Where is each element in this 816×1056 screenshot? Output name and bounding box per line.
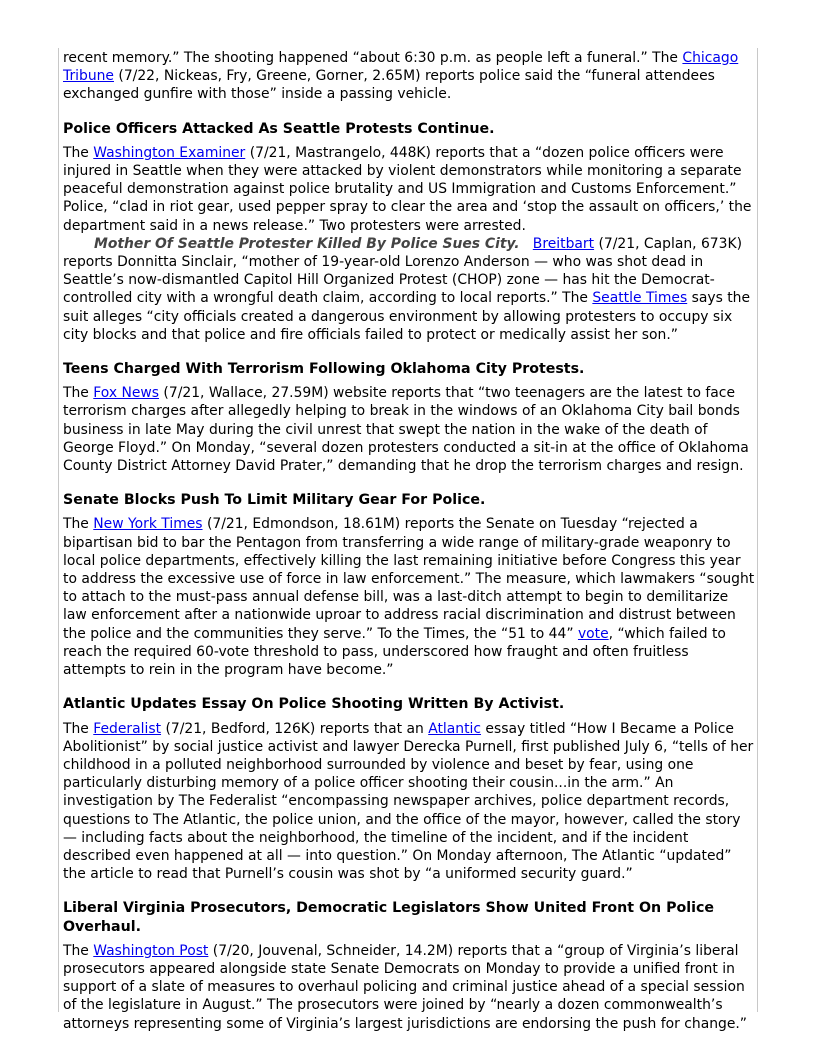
- headline-oklahoma-teens: Teens Charged With Terrorism Following Oklahoma City Protests.: [63, 361, 585, 378]
- new-york-times-link[interactable]: New York Times: [93, 516, 203, 533]
- seattle-paragraph-2: Mother Of Seattle Protester Killed By Police Sues City. Breitbart (7/21, Caplan, 673K) reports Donnitta Sinclair, “mother of 19-year-old Lorenzo Anderson — who was shot dead in Seattle’s now-dismantled Capitol Hill Organized Protest (CHOP) zone — has hit the Democrat-controlled city with a wrongful death claim, according to local reports.” The Seattle Times says the suit alleges “city officials created a dangerous environment by allowing protesters to occupy six city blocks and that police and fire officials failed to protect or medically assist her son.”: [63, 235, 751, 343]
- headline-seattle-protests: Police Officers Attacked As Seattle Protests Continue.: [63, 120, 495, 137]
- chicago-tribune-link[interactable]: Chicago Tribune: [63, 50, 739, 85]
- fox-news-link[interactable]: Fox News: [93, 385, 160, 402]
- intro-paragraph: recent memory.” The shooting happened “about 6:30 p.m. as people left a funeral.” The Chicago Tribune (7/22, Nickeas, Fry, Greene, Gorner, 2.65M) reports police said the “funeral attendees exchanged gunfire with those” inside a passing vehicle.: [63, 50, 739, 103]
- federalist-link[interactable]: Federalist: [93, 720, 162, 737]
- washington-examiner-link[interactable]: Washington Examiner: [93, 144, 246, 161]
- headline-senate-military-gear: Senate Blocks Push To Limit Military Gear For Police.: [63, 492, 486, 509]
- document-page: [63, 49, 755, 1033]
- breitbart-link[interactable]: Breitbart: [532, 235, 595, 252]
- atlantic-paragraph: The Federalist (7/21, Bedford, 126K) reports that an Atlantic essay titled “How I Became a Police Abolitionist” by social justice activist and lawyer Derecka Purnell, first published July 6, “tells of her childhood in a polluted neighborhood surrounded by violence and beset by fear, using one particularly disturbing memory of a police officer shooting their cousin...in the arm.” An investigation by The Federalist “encompassing newspaper archives, police department records, questions to The Atlantic, the police union, and the office of the mayor, however, called the story — including facts about the neighborhood, the timeline of the incident, and if the incident described even happened at all — into question.” On Monday afternoon, The Atlantic “updated” the article to read that Purnell’s cousin was shot by “a uniformed security guard.”: [63, 720, 754, 883]
- washington-post-link[interactable]: Washington Post: [93, 942, 209, 959]
- subheadline-mother-sues: Mother Of Seattle Protester Killed By Police Sues City.: [94, 235, 520, 252]
- atlantic-link[interactable]: Atlantic: [428, 720, 482, 737]
- oklahoma-paragraph: The Fox News (7/21, Wallace, 27.59M) website reports that “two teenagers are the latest to face terrorism charges after allegedly helping to break in the windows of an Oklahoma City bail bonds business in late May during the civil unrest that swept the nation in the wake of the death of George Floyd.” On Monday, “several dozen protesters conducted a sit-in at the office of Oklahoma County District Attorney David Prater,” demanding that he drop the terrorism charges and resign.: [63, 385, 749, 475]
- virginia-paragraph: The Washington Post (7/20, Jouvenal, Schneider, 14.2M) reports that a “group of Virginia’s liberal prosecutors appeared alongside state Senate Democrats on Monday to provide a unified front in support of a slate of measures to overhaul policing and criminal justice ahead of a special session of the legislature in August.” The prosecutors were joined by “nearly a dozen commonwealth’s attorneys representing some of Virginia’s largest jurisdictions are endorsing the push for change.”: [63, 942, 747, 1032]
- seattle-times-link[interactable]: Seattle Times: [592, 290, 688, 307]
- senate-paragraph: The New York Times (7/21, Edmondson, 18.61M) reports the Senate on Tuesday “rejected a bipartisan bid to bar the Pentagon from transferring a wide range of military-grade weaponry to local police departments, effectively killing the last remaining initiative before Congress this year to address the excessive use of force in law enforcement.” The measure, which lawmakers “sought to attach to the must-pass annual defense bill, was a last-ditch attempt to begin to demilitarize law enforcement after a nationwide uproar to address racial discrimination and distrust between the police and the communities they serve.” To the Times, the “51 to 44” vote, “which failed to reach the required 60-vote threshold to pass, underscored how fraught and often fruitless attempts to rein in the program have become.”: [63, 516, 755, 679]
- left-margin-rule: [58, 48, 59, 1012]
- headline-virginia-prosecutors: Liberal Virginia Prosecutors, Democratic Legislators Show United Front On Police Overhaul.: [63, 900, 714, 935]
- headline-atlantic-essay: Atlantic Updates Essay On Police Shooting Written By Activist.: [63, 696, 565, 713]
- vote-link[interactable]: vote: [577, 625, 609, 642]
- right-margin-rule: [757, 48, 758, 1012]
- seattle-paragraph-1: The Washington Examiner (7/21, Mastrangelo, 448K) reports that a “dozen police officers were injured in Seattle when they were attacked by violent demonstrators while monitoring a separate peaceful demonstration against police brutality and US Immigration and Customs Enforcement.” Police, “clad in riot gear, used pepper spray to clear the area and ‘stop the assault on officers,’ the department said in a news release.” Two protesters were arrested.: [63, 144, 752, 234]
